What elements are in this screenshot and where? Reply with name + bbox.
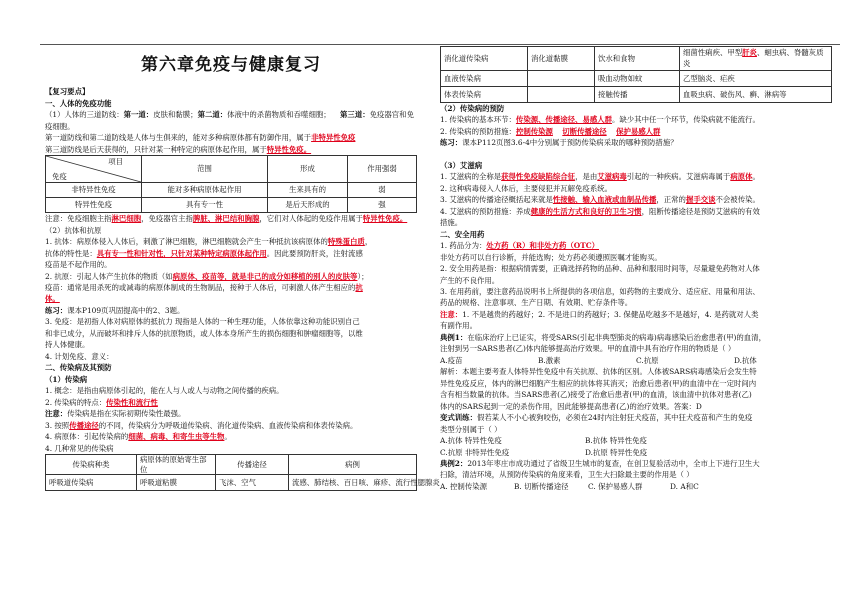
page-title: 第六章免疫与健康复习 <box>141 55 321 75</box>
exercise-1-text: 课本P109页巩固提高中的2、3题。 <box>67 305 185 315</box>
table-row <box>441 47 832 71</box>
medicine-note-text: 1. 不是越贵的药越好；2. 不是进口的药越好；3. 保健品吃越多不是越好，4. 是药就对人类 <box>462 309 759 319</box>
exercise-2-label: 练习： <box>440 138 463 148</box>
pr2-gap <box>553 127 562 136</box>
top-rule <box>40 44 840 45</box>
table-cell: 具有专一性 <box>142 198 268 213</box>
defense-1-label: 第一道： <box>123 110 154 120</box>
note-key-1: 淋巴细胞 <box>111 214 142 224</box>
disease-c: 、蛔虫病、脊髓灰质炎 <box>683 48 824 69</box>
ai1-key-2: 艾滋病毒 <box>597 172 627 182</box>
aids-4 <box>440 206 832 217</box>
option-b: B.激素 <box>538 355 561 365</box>
defense-1: 皮肤和黏膜； <box>153 110 198 120</box>
table-cell: 是后天形成的 <box>268 198 348 213</box>
ag2-key: 抗 <box>355 282 363 292</box>
three-lines-of-defense <box>45 109 417 132</box>
ag1-a: 2. 抗原：引起人体产生抗体的物质（如 <box>45 271 173 281</box>
table-cell: 血液传染病 <box>441 70 528 86</box>
antigen-line-1 <box>45 271 417 282</box>
pathogen-a: 4. 病原体：引起传染病的 <box>45 432 129 442</box>
example-1 <box>440 332 832 343</box>
antigen-line-2 <box>45 282 417 293</box>
pr2-key-1: 控制传染源 <box>515 126 553 136</box>
right-column <box>440 46 832 492</box>
table-cell: 血吸虫病、破伤风、癣、淋病等 <box>680 86 832 102</box>
table-cell: 体表传染病 <box>441 86 528 102</box>
variant-b: 类型分别属于（ ） <box>440 424 502 434</box>
pathogen-key: 细菌、病毒、和寄生虫等生物 <box>128 432 225 442</box>
variant-options-2 <box>440 447 832 458</box>
medicine-note <box>440 309 832 320</box>
ai3-c: ，正常的 <box>656 195 686 205</box>
option-d: D.抗原 特异性免疫 <box>585 447 648 457</box>
ab2-key: 具有专一性和针对性，只针对某种特定病原体起作用 <box>96 248 267 258</box>
table-cell: 非特异性免疫 <box>46 183 142 198</box>
immunity-def-1: 3. 免疫：是初指人体对病原体的抵抗力 现指是人体的一种生理功能，人体依靠这种功能识别自己 <box>45 317 360 327</box>
ai3-e: 不会被传染。 <box>715 195 760 205</box>
section-1-heading: 一、人体的免疫功能 <box>45 98 112 108</box>
ai1-a: 1. 艾滋病的全称是 <box>440 172 502 182</box>
table-cell: 消化道传染病 <box>441 47 528 71</box>
note-immune-cells <box>45 213 417 224</box>
medicine-3: 2. 安全用药是指：根据病情需要，正确选择药物的品种、品种和服用时间等，尽量避免药物对人体 <box>440 264 760 274</box>
specific-key: 特异性免疫。 <box>266 144 312 154</box>
table-row <box>441 70 832 86</box>
table-cell: 能对多种病原体起作用 <box>142 183 268 198</box>
prevention-heading: （2）传染病的预防 <box>440 103 505 113</box>
left-column <box>45 48 440 491</box>
table-cell <box>680 47 832 71</box>
table-cell: 呼吸道传染病 <box>46 475 137 491</box>
pr2-a: 2. 传染病的预防措施： <box>440 126 516 136</box>
common-diseases-table <box>45 454 440 491</box>
exercise-1-label: 练习： <box>45 305 68 315</box>
defense-2-label: 第二道： <box>197 110 228 120</box>
note-key-2: 脾脏、淋巴结和胸腺 <box>192 214 260 224</box>
analysis-4: 体内的SARS起到一定的杀伤作用，因此能够提高患者(乙)的治疗效果。答案：D <box>440 401 702 411</box>
medicine-2: 非处方药可以自行诊断，并能选购；处方药必须遵照医嘱才能购买。 <box>440 252 662 262</box>
antibody-antigen-heading: （2）抗体和抗原 <box>45 225 102 235</box>
specific-a: 第三道防线是后天获得的，只针对某一种特定的病原体起作用，属于 <box>45 144 267 154</box>
example-2-text: 2013年枣庄市成功通过了省级卫生城市的复查，在创卫复验活动中，全市上下进行卫生大 <box>467 459 760 468</box>
option-d: D. A和C <box>670 481 699 491</box>
features-a: 2. 传染病的特点： <box>45 397 107 407</box>
features <box>45 397 417 408</box>
planned-immunity: 4. 计划免疫、意义： <box>45 351 114 361</box>
ai3-key-2: 握手交谈 <box>685 195 716 205</box>
table-header: 传播途径 <box>216 455 289 475</box>
pr2-gap <box>607 127 616 136</box>
m1-key: 处方药（R）和非处方药（OTC） <box>486 241 600 251</box>
ai3-key-1: 性接触、输入血液或血制品传播 <box>552 195 657 205</box>
ag1-key: 病原体、疫苗等，就是非己的成分如移植的别人的皮肤等 <box>172 271 358 281</box>
disease-table-continued <box>440 46 832 103</box>
variant-options-1 <box>440 435 832 446</box>
table-cell: 生来具有的 <box>268 183 348 198</box>
option-c: C. 保护易感人群 <box>588 481 643 491</box>
option-d: D.抗体 <box>734 355 757 365</box>
antibody-line-3: 疫苗是不起作用的。 <box>45 260 112 270</box>
spacer <box>440 149 832 160</box>
table-header: 病例 <box>289 455 417 475</box>
analysis-2: 异性免疫反应，体内的淋巴细胞产生相应的抗体将其消灭；治愈后患者(甲)的血清中在一定时间内 <box>440 378 757 388</box>
table-cell: 接触传播 <box>595 86 680 102</box>
pr2-key-3: 保护易感人群 <box>616 126 661 136</box>
variant-text: 假若某人不小心被狗咬伤，必须在24时内注射狂犬疫苗，其中狂犬疫苗和产生的免疫 <box>476 413 753 423</box>
ai1-key-3: 病原体 <box>730 172 753 182</box>
header-type: 免疫 <box>52 171 67 181</box>
aids-4b: 措施。 <box>440 218 463 228</box>
medicine-4: 3. 在用药前，要注意药品说明书上所提供的各项信息，如药物的主要成分、适应症、用量和用法、 <box>440 286 760 296</box>
table-row <box>441 86 832 102</box>
exercise-2 <box>440 137 832 148</box>
option-a: A.抗体 特异性免疫 <box>440 436 502 446</box>
table-cell <box>528 70 595 86</box>
m1-a: 1. 药品分为： <box>440 241 487 251</box>
immunity-compare-table <box>45 155 417 213</box>
pathogen <box>45 431 417 442</box>
header-range: 范围 <box>142 156 268 183</box>
ab1-a: 1. 抗体：病原体侵入人体后，刺激了淋巴细胞，淋巴细胞就会产生一种抵抗该病原体的 <box>45 237 328 247</box>
option-c: C.抗原 <box>636 355 659 365</box>
ai1-e: 引起的一种疾病。艾滋病毒属于 <box>626 172 731 182</box>
section-3-heading: 二、安全用药 <box>440 229 485 239</box>
ai1-key-1: 获得性免疫缺陷综合征 <box>501 172 576 182</box>
note-key-3: 特异性免疫。 <box>362 214 408 224</box>
table-cell <box>528 86 595 102</box>
example-2 <box>440 458 832 469</box>
example-2-options <box>440 481 832 492</box>
defense-3-label: 第三道： <box>340 110 370 120</box>
disease-a: 细菌性痢疾、甲型 <box>683 48 743 57</box>
table-cell: 呼吸道粘膜 <box>137 475 216 491</box>
note-label: 注意： <box>45 409 68 419</box>
aids-3 <box>440 194 832 205</box>
prevention-links <box>440 114 832 125</box>
analysis-3: 含有相当数量的抗体。当SARS患者(乙)接受了治愈后患者(甲)的血清，该血清中抗体对患者(乙) <box>440 390 752 400</box>
table-cell: 饮水和食物 <box>595 47 680 71</box>
features-key: 传染性和流行性 <box>106 397 158 407</box>
table-cell: 特异性免疫 <box>46 198 142 213</box>
class-c: 的不同，传染病分为呼吸道传染病、消化道传染病、血液传染病和体表传染病。 <box>98 420 358 430</box>
classification <box>45 420 417 431</box>
ai1-g: 。 <box>752 172 760 182</box>
note-e: ，它们对人体起的免疫作用属于 <box>259 214 363 224</box>
aids-1 <box>440 171 832 182</box>
option-a: A. 控制传染源 <box>440 481 487 491</box>
exercise-1 <box>45 305 417 316</box>
table-cell: 弱 <box>348 183 417 198</box>
class-a: 3. 按照 <box>45 420 70 430</box>
note-c: ，免疫器官主指 <box>141 214 193 224</box>
ag1-c: ）； <box>357 271 369 281</box>
aids-heading: （3）艾滋病 <box>440 160 483 170</box>
table-row <box>46 475 417 491</box>
example-1-text: 在临床治疗上已证实，将受SARS(引起非典型肺炎的病毒)病毒感染后治愈患者(甲)的血清， <box>467 332 766 342</box>
note-infectivity-text: 传染病是指在实际初期传染性最强。 <box>67 409 186 419</box>
defense-3: 免疫器官和免疫细胞。 <box>45 110 414 131</box>
disease-key: 肝炎 <box>742 48 757 57</box>
medicine-4b: 药品的规格、注意事项、生产日期、有效期、贮存条件等。 <box>440 298 633 308</box>
antibody-line-2 <box>45 248 417 259</box>
header-form: 形成 <box>268 156 348 183</box>
ab1-c: ， <box>364 237 373 247</box>
defense-2: 体液中的杀菌物质和吞噬细胞； <box>227 110 331 120</box>
defense-intro: （1）人体的三道防线： <box>45 110 124 120</box>
ai1-c: ，是由 <box>575 172 598 182</box>
table-cell: 飞沫、空气 <box>216 475 289 491</box>
example-1-label: 典例1： <box>440 332 468 342</box>
example-1b: 注射到另一SARS患者(乙)体内能够提高治疗效果。甲的血清中具有治疗作用的物质是（ ） <box>440 344 736 354</box>
ai3-a: 3. 艾滋病的传播途径概括起来就是 <box>440 195 553 205</box>
variant <box>440 412 832 423</box>
ab1-key: 特殊蛋白质 <box>327 237 365 247</box>
specific-text <box>45 144 417 155</box>
example-2-label: 典例2： <box>440 459 468 468</box>
option-a: A.疫苗 <box>440 355 463 365</box>
review-heading: 【复习要点】 <box>45 87 90 97</box>
nonspecific-a: 第一道防线和第二道防线是人体与生俱来的，能对多种病原体都有防御作用，属于 <box>45 133 312 143</box>
class-key: 传播途径 <box>69 420 99 430</box>
nonspecific-key: 非特异性免疫 <box>311 133 356 143</box>
section-2-heading: 二、传染病及其预防 <box>45 363 112 373</box>
table-cell: 消化道黏膜 <box>528 47 595 71</box>
antigen-line-3: 体。 <box>45 294 60 304</box>
variant-label: 变式训练： <box>440 413 477 423</box>
immunity-def-2: 和非已成分，从而破坏和排斥人体的抗原物质，或人体本身所产生的损伤细胞和肿瘤细胞等，以维 <box>45 328 363 338</box>
analysis-1: 解析：本题主要考查人体特异性免疫中有关抗原、抗体的区别。人体被SARS病毒感染后会发生特 <box>440 367 757 377</box>
example-1-options <box>440 355 832 366</box>
table-cell: 强 <box>348 198 417 213</box>
medicine-note-label: 注意： <box>440 309 463 319</box>
table-row <box>46 183 417 198</box>
table-cell: 流感、肺结核、百日咳、麻疹、流行性腮腺炎 <box>289 475 417 491</box>
table-cell: 乙型脑炎、疟疾 <box>680 70 832 86</box>
table-header-diagonal <box>46 156 142 183</box>
table-header: 病原体的原始寄生部位 <box>137 455 216 475</box>
pr1-key: 传染源、传播途径、易感人群 <box>515 115 613 125</box>
table-cell: 吸血动物如蚊 <box>595 70 680 86</box>
ab2-a: 抗体的特性是： <box>45 248 97 258</box>
ag2-a: 疫苗：通常是用杀死的或减毒的病原体制成的生物制品，接种于人体后，可刺激人体产生相应的 <box>45 282 356 292</box>
pr1-c: 。缺少其中任一个环节，传染病就不能流行。 <box>612 115 760 125</box>
medicine-1 <box>440 240 832 251</box>
nonspecific-text <box>45 132 417 143</box>
pr2-key-2: 切断传播途径 <box>562 126 607 136</box>
ab2-c: 。因此要预防肝炎，注射流感 <box>266 248 363 258</box>
ai4-a: 4. 艾滋病的预防措施：养成 <box>440 206 531 216</box>
table-header-row <box>46 455 417 475</box>
note-a: 注意：免疫细胞主指 <box>45 214 112 224</box>
example-2b: 扫除，清洁环境，从预防传染病的角度来看，卫生大扫除最主要的作用是（ ） <box>440 470 694 480</box>
infectious-disease-heading: （1）传染病 <box>45 374 88 384</box>
header-strength: 作用强弱 <box>348 156 417 183</box>
exercise-2-text: 课本P112页图3.6-4中分别属于预防传染病采取的哪种预防措施？ <box>462 138 678 148</box>
ai4-key: 健康的生活方式和良好的卫生习惯 <box>530 206 642 216</box>
option-c: C.抗原 非特异性免疫 <box>440 447 510 457</box>
medicine-note-b: 有副作用。 <box>440 321 477 331</box>
note-infectivity <box>45 408 417 419</box>
option-b: B.抗体 特异性免疫 <box>585 436 647 446</box>
table-header: 传染病种类 <box>46 455 137 475</box>
header-item: 项目 <box>108 157 123 167</box>
immunity-def-3: 持人体健康。 <box>45 340 90 350</box>
pr1-a: 1. 传染病的基本环节： <box>440 115 516 125</box>
pathogen-c: 。 <box>224 432 232 442</box>
ai4-c: ，阻断传播途径是预防艾滋病的有效 <box>641 206 760 216</box>
option-b: B. 切断传播途径 <box>514 481 569 491</box>
prevention-measures <box>440 126 832 137</box>
medicine-3b: 产生的不良作用。 <box>440 275 500 285</box>
table-row <box>46 198 417 213</box>
common-diseases-heading: 4. 几种常见的传染病 <box>45 443 114 453</box>
aids-2: 2. 这种病毒侵入人体后，主要侵犯并瓦解免疫系统。 <box>440 183 612 193</box>
antibody-line-1 <box>45 236 417 247</box>
concept: 1. 概念：是指由病原体引起的，能在人与人或人与动物之间传播的疾病。 <box>45 386 284 396</box>
